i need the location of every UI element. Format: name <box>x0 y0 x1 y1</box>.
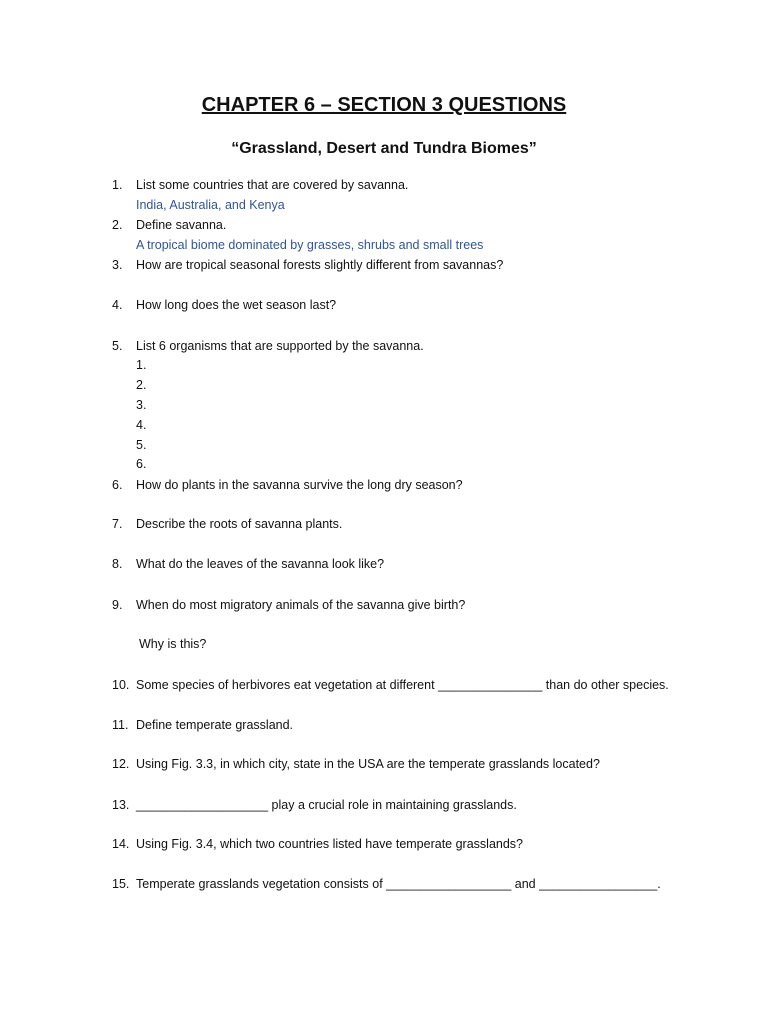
question-text: List 6 organisms that are supported by the savanna. <box>136 339 424 353</box>
sub-item-number: 4. <box>136 418 147 432</box>
question-number: 3. <box>112 258 123 272</box>
question-text: Some species of herbivores eat vegetation at different _______________ than do other species. <box>136 678 669 692</box>
question-number: 7. <box>112 517 123 531</box>
question-text: List some countries that are covered by savanna. <box>136 178 409 192</box>
question-number: 14. <box>112 837 130 851</box>
question-number: 6. <box>112 478 123 492</box>
page-title: CHAPTER 6 – SECTION 3 QUESTIONS <box>201 94 567 116</box>
question-text: Define savanna. <box>136 218 227 232</box>
question-text: Temperate grasslands vegetation consists of __________________ and _________________. <box>136 877 661 891</box>
question-text: Describe the roots of savanna plants. <box>136 517 343 531</box>
question-number: 10. <box>112 678 130 692</box>
question-number: 9. <box>112 598 123 612</box>
question-number: 8. <box>112 557 123 571</box>
question-number: 4. <box>112 298 123 312</box>
answer-text: A tropical biome dominated by grasses, shrubs and small trees <box>136 238 484 252</box>
question-number: 12. <box>112 757 130 771</box>
question-text: How are tropical seasonal forests slightly different from savannas? <box>136 258 504 272</box>
sub-item-number: 3. <box>136 398 147 412</box>
question-number: 13. <box>112 798 130 812</box>
question-text: ___________________ play a crucial role in maintaining grasslands. <box>136 798 517 812</box>
question-text: Using Fig. 3.3, in which city, state in the USA are the temperate grasslands located? <box>136 757 600 771</box>
question-number: 15. <box>112 877 130 891</box>
question-text: How do plants in the savanna survive the long dry season? <box>136 478 463 492</box>
question-text: Define temperate grassland. <box>136 718 294 732</box>
question-number: 11. <box>112 718 129 732</box>
sub-item-number: 5. <box>136 438 147 452</box>
sub-item-number: 6. <box>136 457 147 471</box>
question-number: 2. <box>112 218 123 232</box>
question-text: What do the leaves of the savanna look like? <box>136 557 385 571</box>
question-text: Using Fig. 3.4, which two countries listed have temperate grasslands? <box>136 837 523 851</box>
sub-item-number: 1. <box>136 358 147 372</box>
followup-text: Why is this? <box>139 637 207 651</box>
question-number: 5. <box>112 339 123 353</box>
sub-item-number: 2. <box>136 378 147 392</box>
page-subtitle: “Grassland, Desert and Tundra Biomes” <box>231 140 537 157</box>
question-number: 1. <box>112 178 123 192</box>
answer-text: India, Australia, and Kenya <box>136 198 285 212</box>
question-text: When do most migratory animals of the savanna give birth? <box>136 598 466 612</box>
question-text: How long does the wet season last? <box>136 298 337 312</box>
